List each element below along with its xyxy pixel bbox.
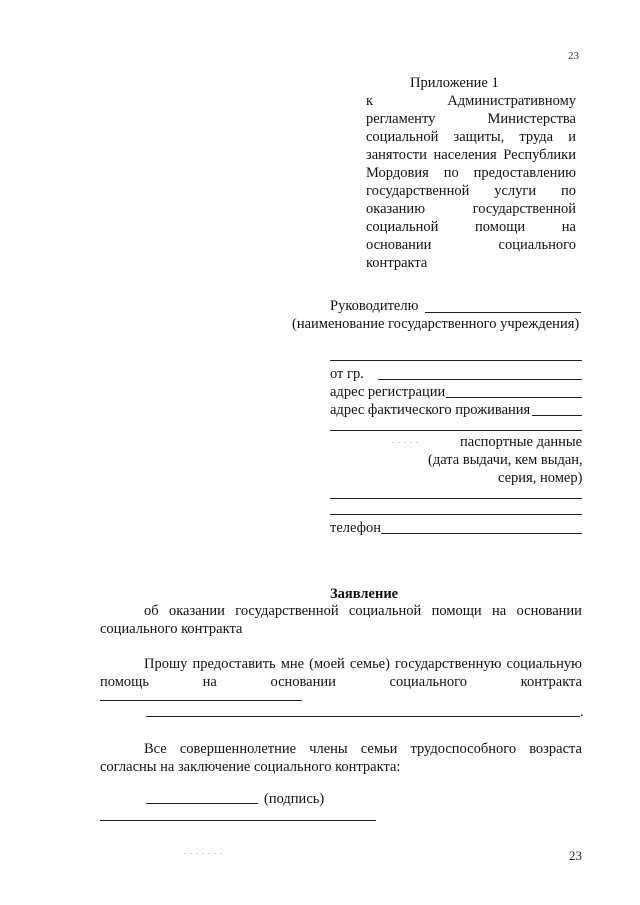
from-label: от гр. bbox=[330, 366, 364, 382]
word: социального bbox=[498, 237, 576, 253]
word: помощи bbox=[431, 603, 482, 619]
word: основании bbox=[270, 674, 336, 690]
faint-marks: . . . . . bbox=[392, 436, 419, 445]
blank-line-1 bbox=[330, 360, 582, 361]
page-number-bottom: 23 bbox=[569, 848, 582, 863]
word: на bbox=[202, 674, 217, 690]
word: Прошу bbox=[144, 656, 188, 672]
word: государственную bbox=[395, 656, 502, 672]
from-name-line bbox=[378, 379, 582, 380]
statement-subtitle-line2: социального контракта bbox=[100, 621, 243, 637]
appendix-line bbox=[366, 254, 576, 272]
head-label: Руководителю bbox=[330, 298, 419, 314]
word: услуги bbox=[494, 183, 537, 199]
reg-address-line bbox=[446, 397, 582, 398]
word: основании bbox=[366, 237, 432, 253]
members-line1 bbox=[144, 740, 582, 758]
word: населения bbox=[433, 147, 497, 163]
word: социальной bbox=[366, 129, 439, 145]
passport-hint-1: (дата выдачи, кем выдан, bbox=[428, 452, 583, 468]
phone-line bbox=[381, 533, 582, 534]
word: Мордовия bbox=[366, 165, 429, 181]
word: по bbox=[443, 165, 459, 181]
word: основании bbox=[516, 603, 582, 619]
word: социального bbox=[389, 674, 468, 690]
word: к bbox=[366, 93, 374, 109]
signature-name-line bbox=[100, 820, 376, 821]
word: семьи bbox=[360, 741, 398, 757]
word: оказании bbox=[168, 603, 225, 619]
institution-hint: (наименование государственного учреждения) bbox=[292, 316, 580, 332]
statement-title: Заявление bbox=[330, 586, 399, 602]
blank-line-2 bbox=[330, 430, 582, 431]
word: помощь bbox=[100, 674, 149, 690]
word: на bbox=[561, 219, 576, 235]
reg-address-label: адрес регистрации bbox=[330, 384, 446, 400]
word: государственной bbox=[366, 183, 470, 199]
members-line2: согласны на заключение социального контракта: bbox=[100, 759, 401, 775]
actual-address-line bbox=[532, 415, 582, 416]
appendix-text bbox=[366, 92, 576, 272]
request-line1 bbox=[144, 655, 582, 673]
appendix-title: Приложение 1 bbox=[410, 75, 499, 91]
word: государственной bbox=[472, 201, 576, 217]
request-blank-line-1 bbox=[100, 700, 302, 701]
word: мне bbox=[280, 656, 305, 672]
word: труда bbox=[519, 129, 554, 145]
signature-line bbox=[146, 803, 258, 804]
request-line-end-dot: . bbox=[580, 704, 584, 720]
word: Республики bbox=[503, 147, 576, 163]
word: члены bbox=[309, 741, 348, 757]
word: совершеннолетние bbox=[179, 741, 297, 757]
actual-address-label: адрес фактического проживания bbox=[330, 402, 531, 418]
word: предоставлению bbox=[473, 165, 576, 181]
word: социальной bbox=[366, 219, 439, 235]
passport-label: паспортные данные bbox=[460, 434, 583, 450]
word: и bbox=[568, 129, 576, 145]
appendix-line bbox=[366, 110, 576, 128]
head-name-line bbox=[425, 312, 581, 313]
faint-marks-bottom: . . . . . . . bbox=[184, 847, 223, 856]
appendix-line bbox=[366, 92, 576, 110]
word: (моей bbox=[309, 656, 345, 672]
word: предоставить bbox=[192, 656, 276, 672]
word: об bbox=[144, 603, 159, 619]
word: оказанию bbox=[366, 201, 426, 217]
word: контракта bbox=[366, 255, 428, 271]
word: защиты, bbox=[453, 129, 505, 145]
appendix-line bbox=[366, 164, 576, 182]
word: социальной bbox=[348, 603, 422, 619]
word: возраста bbox=[529, 741, 582, 757]
word: занятости bbox=[366, 147, 427, 163]
appendix-line bbox=[366, 236, 576, 254]
passport-line-2 bbox=[330, 514, 582, 515]
word: на bbox=[492, 603, 507, 619]
word: по bbox=[560, 183, 576, 199]
appendix-line bbox=[366, 200, 576, 218]
word: помощи bbox=[475, 219, 526, 235]
appendix-line bbox=[366, 218, 576, 236]
word: государственной bbox=[235, 603, 339, 619]
word: Все bbox=[144, 741, 167, 757]
word: трудоспособного bbox=[410, 741, 517, 757]
appendix-line bbox=[366, 182, 576, 200]
word: социальную bbox=[506, 656, 582, 672]
word: Административному bbox=[447, 93, 576, 109]
word: контракта bbox=[520, 674, 582, 690]
appendix-line bbox=[366, 128, 576, 146]
word: Министерства bbox=[487, 111, 576, 127]
word: регламенту bbox=[366, 111, 436, 127]
phone-label: телефон bbox=[330, 520, 382, 536]
passport-hint-2: серия, номер) bbox=[498, 470, 583, 486]
word: семье) bbox=[349, 656, 390, 672]
request-blank-line-2 bbox=[146, 716, 580, 717]
appendix-line bbox=[366, 146, 576, 164]
signature-hint: (подпись) bbox=[264, 791, 325, 807]
page-number-top: 23 bbox=[568, 50, 579, 62]
passport-line-1 bbox=[330, 498, 582, 499]
statement-subtitle-line1 bbox=[144, 602, 582, 620]
request-line2 bbox=[100, 673, 582, 691]
